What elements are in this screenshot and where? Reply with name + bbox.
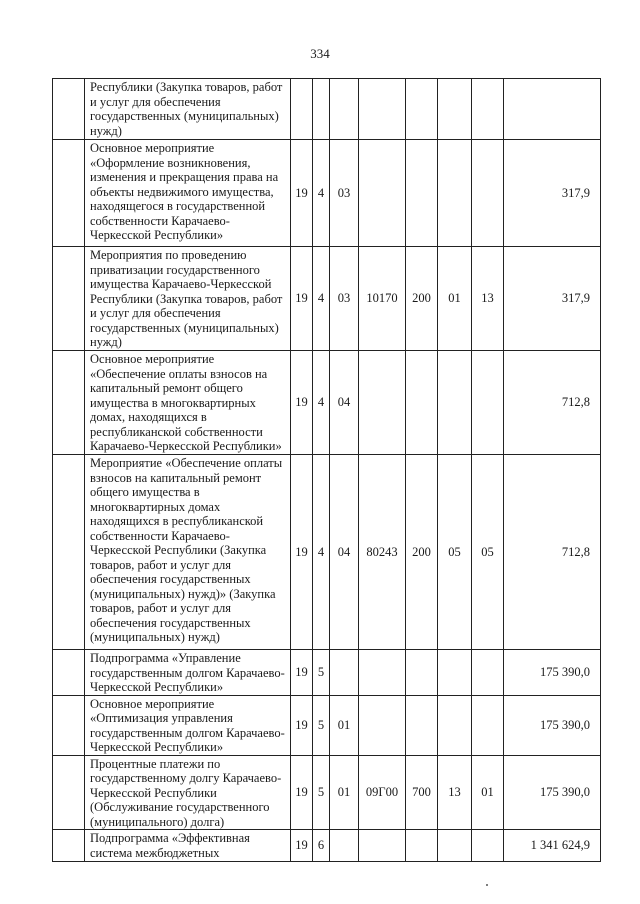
subsection-code-cell bbox=[472, 140, 504, 247]
item-name-cell: Основное мероприятие «Оптимизация управления государственным долгом Карачаево-Черкесской Республики» bbox=[85, 695, 291, 755]
subprogram-code-cell: 5 bbox=[313, 755, 330, 830]
section-code-cell: 13 bbox=[438, 755, 472, 830]
program-code-cell: 19 bbox=[291, 650, 313, 696]
activity-code-cell: 01 bbox=[330, 755, 359, 830]
table-row bbox=[53, 755, 601, 830]
activity-code-cell: 01 bbox=[330, 695, 359, 755]
activity-code-cell: 03 bbox=[330, 247, 359, 351]
program-code-cell: 19 bbox=[291, 695, 313, 755]
table-row bbox=[53, 650, 601, 696]
item-name-cell: Процентные платежи по государственному долгу Карачаево-Черкесской Республики (Обслуживание государственного (муниципального) долга) bbox=[85, 755, 291, 830]
program-code-cell: 19 bbox=[291, 247, 313, 351]
program-code-cell: 19 bbox=[291, 455, 313, 650]
expense-type-cell: 700 bbox=[406, 755, 438, 830]
subsection-code-cell: 05 bbox=[472, 455, 504, 650]
amount-cell: 712,8 bbox=[504, 351, 601, 455]
page-number: 334 bbox=[310, 46, 330, 61]
subprogram-code-cell: 6 bbox=[313, 830, 330, 862]
section-code-cell bbox=[438, 695, 472, 755]
subsection-code-cell bbox=[472, 695, 504, 755]
amount-cell: 317,9 bbox=[504, 247, 601, 351]
amount-cell: 175 390,0 bbox=[504, 755, 601, 830]
subprogram-code-cell: 5 bbox=[313, 695, 330, 755]
subprogram-code-cell: 4 bbox=[313, 140, 330, 247]
activity-code-cell: 04 bbox=[330, 351, 359, 455]
table-row bbox=[53, 140, 601, 247]
empty-left-cell bbox=[53, 695, 85, 755]
section-code-cell: 05 bbox=[438, 455, 472, 650]
section-code-cell: 01 bbox=[438, 247, 472, 351]
subprogram-code-cell: 5 bbox=[313, 650, 330, 696]
direction-code-cell: 10170 bbox=[359, 247, 406, 351]
subsection-code-cell bbox=[472, 650, 504, 696]
expense-type-cell: 200 bbox=[406, 455, 438, 650]
section-code-cell bbox=[438, 650, 472, 696]
empty-left-cell bbox=[53, 830, 85, 862]
amount-cell: 175 390,0 bbox=[504, 695, 601, 755]
amount-cell: 175 390,0 bbox=[504, 650, 601, 696]
subprogram-code-cell bbox=[313, 79, 330, 140]
direction-code-cell: 09Г00 bbox=[359, 755, 406, 830]
direction-code-cell bbox=[359, 695, 406, 755]
section-code-cell bbox=[438, 830, 472, 862]
item-name-cell: Основное мероприятие «Оформление возникновения, изменения и прекращения права на объекты недвижимого имущества, находящегося в государственной собственности Карачаево-Черкесской Республики» bbox=[85, 140, 291, 247]
table-row bbox=[53, 830, 601, 862]
subsection-code-cell bbox=[472, 830, 504, 862]
direction-code-cell bbox=[359, 351, 406, 455]
table-row bbox=[53, 695, 601, 755]
direction-code-cell bbox=[359, 79, 406, 140]
program-code-cell: 19 bbox=[291, 755, 313, 830]
scan-speck bbox=[486, 884, 488, 886]
subsection-code-cell: 01 bbox=[472, 755, 504, 830]
subprogram-code-cell: 4 bbox=[313, 351, 330, 455]
table-row bbox=[53, 351, 601, 455]
activity-code-cell: 04 bbox=[330, 455, 359, 650]
empty-left-cell bbox=[53, 140, 85, 247]
subsection-code-cell bbox=[472, 351, 504, 455]
table-row bbox=[53, 455, 601, 650]
direction-code-cell bbox=[359, 140, 406, 247]
program-code-cell: 19 bbox=[291, 351, 313, 455]
activity-code-cell: 03 bbox=[330, 140, 359, 247]
direction-code-cell: 80243 bbox=[359, 455, 406, 650]
direction-code-cell bbox=[359, 830, 406, 862]
subsection-code-cell bbox=[472, 79, 504, 140]
item-name-cell: Основное мероприятие «Обеспечение оплаты взносов на капитальный ремонт общего имущества в многоквартирных домах, находящихся в республиканской собственности Карачаево-Черкесской Республики» bbox=[85, 351, 291, 455]
activity-code-cell bbox=[330, 79, 359, 140]
item-name-cell: Республики (Закупка товаров, работ и услуг для обеспечения государственных (муниципальных) нужд) bbox=[85, 79, 291, 140]
empty-left-cell bbox=[53, 79, 85, 140]
expense-type-cell bbox=[406, 650, 438, 696]
direction-code-cell bbox=[359, 650, 406, 696]
empty-left-cell bbox=[53, 455, 85, 650]
expense-type-cell bbox=[406, 695, 438, 755]
activity-code-cell bbox=[330, 650, 359, 696]
program-code-cell: 19 bbox=[291, 830, 313, 862]
empty-left-cell bbox=[53, 351, 85, 455]
table-row bbox=[53, 247, 601, 351]
budget-table bbox=[52, 78, 601, 862]
expense-type-cell bbox=[406, 140, 438, 247]
activity-code-cell bbox=[330, 830, 359, 862]
section-code-cell bbox=[438, 79, 472, 140]
amount-cell: 317,9 bbox=[504, 140, 601, 247]
item-name-cell: Подпрограмма «Управление государственным долгом Карачаево-Черкесской Республики» bbox=[85, 650, 291, 696]
subprogram-code-cell: 4 bbox=[313, 247, 330, 351]
empty-left-cell bbox=[53, 650, 85, 696]
section-code-cell bbox=[438, 140, 472, 247]
amount-cell: 712,8 bbox=[504, 455, 601, 650]
expense-type-cell bbox=[406, 830, 438, 862]
program-code-cell bbox=[291, 79, 313, 140]
empty-left-cell bbox=[53, 755, 85, 830]
expense-type-cell bbox=[406, 79, 438, 140]
subprogram-code-cell: 4 bbox=[313, 455, 330, 650]
expense-type-cell bbox=[406, 351, 438, 455]
item-name-cell: Подпрограмма «Эффективная система межбюджетных bbox=[85, 830, 291, 862]
section-code-cell bbox=[438, 351, 472, 455]
item-name-cell: Мероприятия по проведению приватизации государственного имущества Карачаево-Черкесской Республики (Закупка товаров, работ и услуг для обеспечения государственных (муниципальных) нужд) bbox=[85, 247, 291, 351]
table-row bbox=[53, 79, 601, 140]
empty-left-cell bbox=[53, 247, 85, 351]
amount-cell: 1 341 624,9 bbox=[504, 830, 601, 862]
amount-cell bbox=[504, 79, 601, 140]
item-name-cell: Мероприятие «Обеспечение оплаты взносов на капитальный ремонт общего имущества в многоквартирных домах находящихся в республиканской собственности Карачаево-Черкесской Республики (Закупка товаров, работ и услуг для обеспечения государственных (муниципальных) нужд)» (Закупка товаров, работ и услуг для обеспечения государственных (муниципальных) нужд) bbox=[85, 455, 291, 650]
program-code-cell: 19 bbox=[291, 140, 313, 247]
subsection-code-cell: 13 bbox=[472, 247, 504, 351]
expense-type-cell: 200 bbox=[406, 247, 438, 351]
